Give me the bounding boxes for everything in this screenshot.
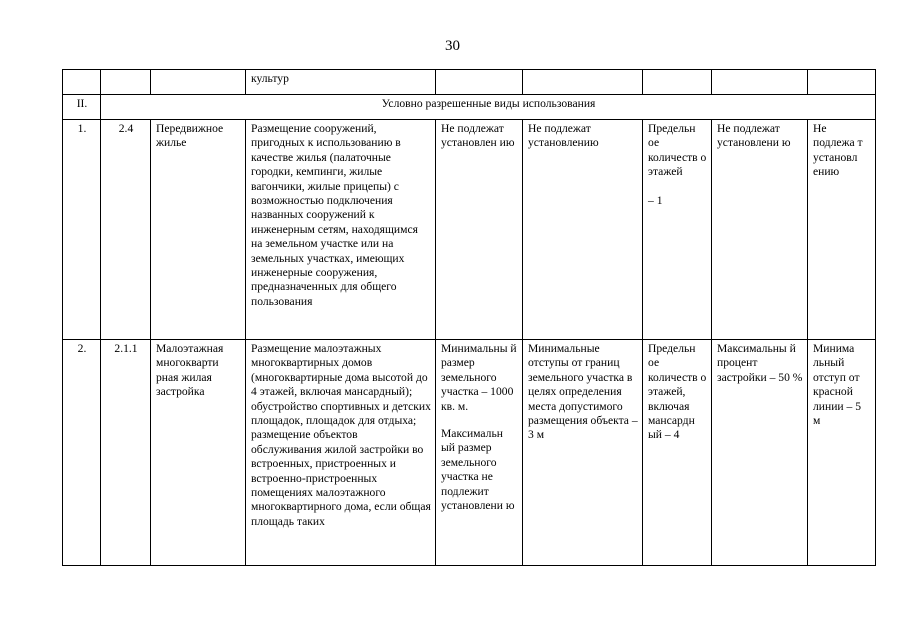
cell-empty [436,70,523,95]
use-code: 2.1.1 [101,340,151,566]
use-description [246,340,436,566]
row-number: 2. [63,340,101,566]
cell-empty [712,70,808,95]
cell-empty [63,70,101,95]
land-use-table [62,69,876,566]
use-description-part: размещение объектов обслуживания жилой застройки во встроенных, пристроенных и встроенно-пристроенных помещениях малоэтажного многоквартирного дома, если общая площадь таких [251,428,431,528]
cell-empty [523,70,643,95]
use-code: 2.4 [101,120,151,340]
cell-empty [808,70,876,95]
coverage-limits: Не подлежат установлени ю [712,120,808,340]
row-number: 1. [63,120,101,340]
cell-description-continuation: культур [246,70,436,95]
table-row [63,340,876,566]
plot-size-limits: Не подлежат установлен ию [436,120,523,340]
floor-limits-value: – 1 [648,193,663,207]
section-title: Условно разрешенные виды использования [101,95,876,120]
coverage-limits: Максимальны й процент застройки – 50 % [712,340,808,566]
floor-limits [643,120,712,340]
use-description-part: обустройство спортивных и детских площадок, площадок для отдыха; [251,399,431,428]
cell-empty [101,70,151,95]
plot-size-min: Минимальны й размер земельного участка – 1000 кв. м. [441,342,517,413]
setback-limits: Не подлежат установлению [523,120,643,340]
cell-empty [643,70,712,95]
setback-limits: Минимальные отступы от границ земельного участка в целях определения места допустимого размещения объекта – 3 м [523,340,643,566]
plot-size-max: Максимальн ый размер земельного участка не подлежит установлени ю [441,427,515,513]
red-line-setback: Не подлежа т установл ению [808,120,876,340]
section-number: II. [63,95,101,120]
table-row-continuation [63,70,876,95]
table-row-section [63,95,876,120]
use-description: Размещение сооружений, пригодных к использованию в качестве жилья (палаточные городки, кемпинги, жилые вагончики, жилые прицепы) с возможностью подключения названных сооружений к инженерным сетям, находящимся на земельном участке или на земельных участках, имеющих инженерные сооружения, предназначенных для общего пользования [246,120,436,340]
table-row [63,120,876,340]
floor-limits-label: Предельн ое количеств о этажей [648,122,707,179]
red-line-setback: Минима льный отступ от красной линии – 5 м [808,340,876,566]
use-name: Малоэтажная многокварти рная жилая застройка [151,340,246,566]
page-number: 30 [445,38,460,54]
use-description-part: Размещение малоэтажных многоквартирных домов (многоквартирные дома высотой до 4 этажей, включая мансардный); [251,342,428,399]
plot-size-limits [436,340,523,566]
cell-empty [151,70,246,95]
floor-limits: Предельн ое количеств о этажей, включая мансардн ый – 4 [643,340,712,566]
use-name: Передвижное жилье [151,120,246,340]
